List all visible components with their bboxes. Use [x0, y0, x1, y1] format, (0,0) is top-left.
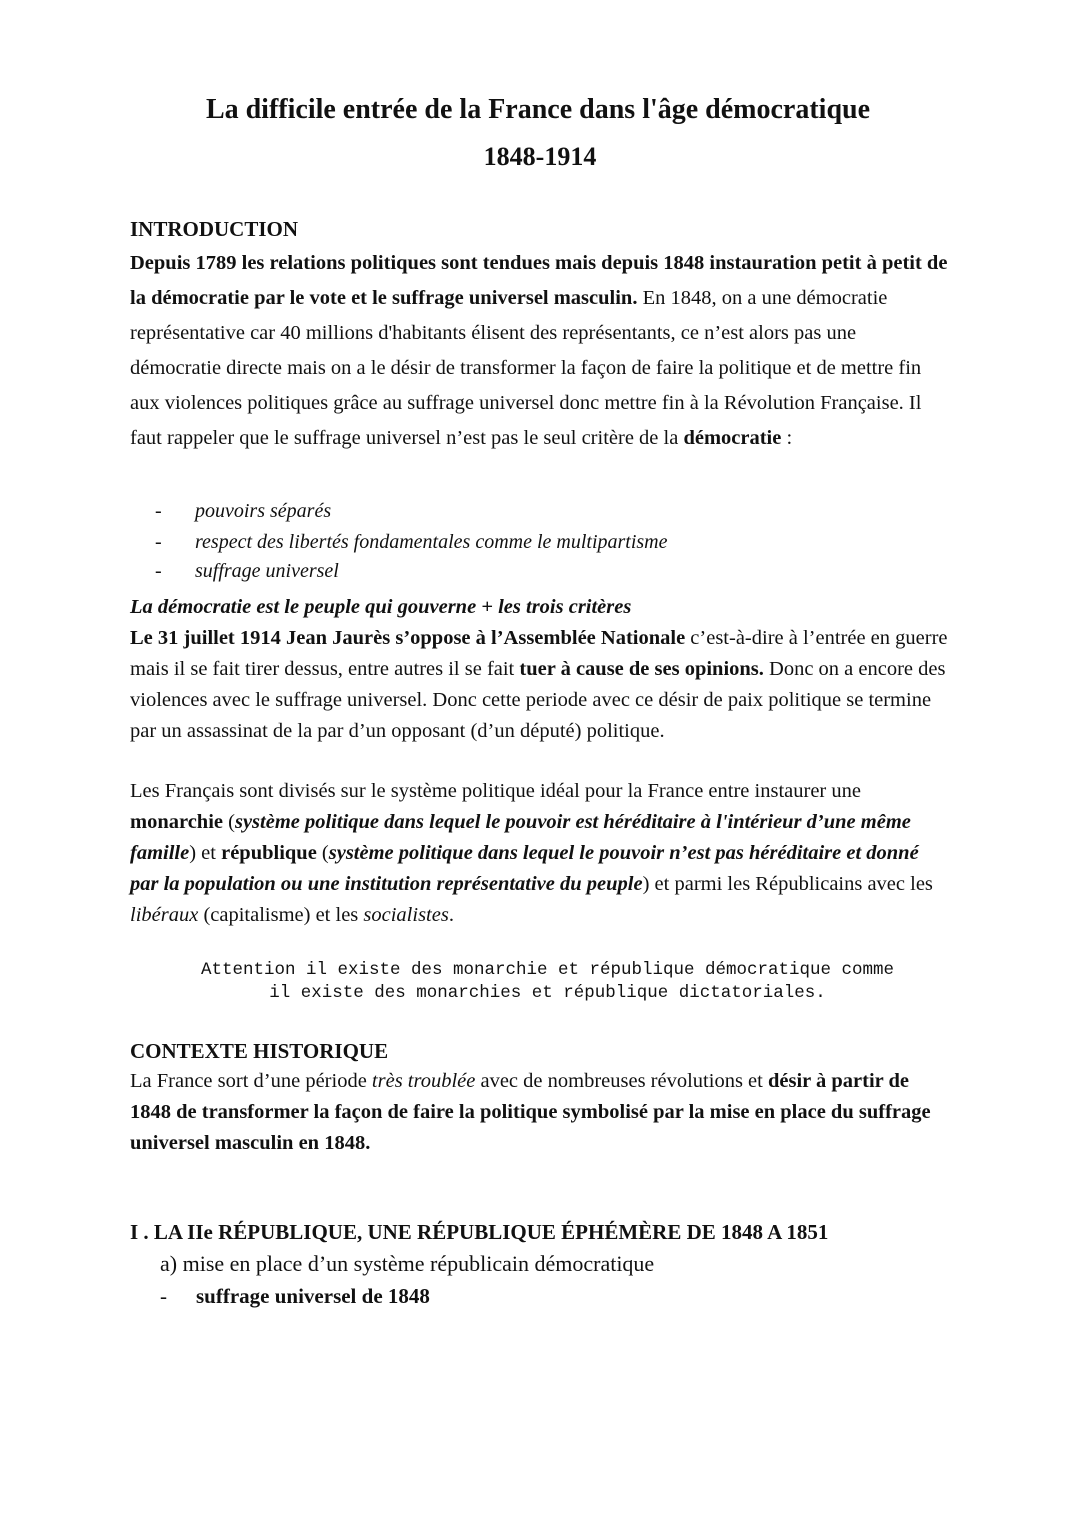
intro-colon: :: [781, 427, 793, 449]
ps-text: .: [448, 904, 454, 926]
criterion-text: respect des libertés fondamentales comme le multipartisme: [195, 531, 668, 553]
democracy-criteria-list: [155, 496, 668, 585]
list-item: [155, 558, 668, 585]
list-dash: -: [155, 560, 162, 582]
list-item: [155, 527, 668, 558]
ps-monarchie: monarchie: [130, 811, 224, 833]
intro-bold-democratie: démocratie: [683, 427, 782, 449]
ps-text: ) et: [189, 842, 222, 864]
attention-note: Attention il existe des monarchie et république démocratique comme il existe des monarchies et république dictatoriales.: [200, 960, 895, 1003]
criterion-text: pouvoirs séparés: [195, 500, 332, 522]
section1-heading: I . LA IIe RÉPUBLIQUE, UNE RÉPUBLIQUE ÉPHÉMÈRE DE 1848 A 1851: [130, 1220, 829, 1244]
document-title: La difficile entrée de la France dans l'âge démocratique: [205, 94, 871, 125]
ps-text: (: [223, 811, 235, 833]
ps-liberaux: libéraux: [130, 904, 199, 926]
criterion-text: suffrage universel: [195, 560, 339, 582]
ps-text: Les Français sont divisés sur le système politique idéal pour la France entre instaurer une: [130, 780, 861, 802]
ctx-text: avec de nombreuses révolutions et: [475, 1070, 768, 1092]
intro-bold-lead: Depuis 1789 les relations politiques sont tendues mais depuis 1848 instauration petit à petit de la démocratie par le vote et le suffrage universel masculin.: [130, 252, 948, 309]
section1-item-text: suffrage universel de 1848: [196, 1284, 430, 1308]
ps-text: (capitalisme) et les: [198, 904, 364, 926]
introduction-paragraph: [130, 246, 950, 456]
list-dash: -: [155, 500, 162, 522]
ps-text: ) et parmi les Républicains avec les: [642, 873, 933, 895]
jaures-bold-opinions: tuer à cause de ses opinions.: [519, 658, 764, 680]
jaures-text-end: Donc on a encore des violences avec le suffrage universel. Donc cette periode avec ce désir de paix politique se termine par un assassinat de la par d’un opposant (d’un député) politique.: [130, 658, 946, 742]
list-item: [155, 496, 668, 527]
ps-text: (: [316, 842, 329, 864]
ctx-italic: très troublée: [371, 1070, 476, 1092]
ps-socialistes: socialistes: [363, 904, 449, 926]
jaures-bold: Le 31 juillet 1914 Jean Jaurès s’oppose à l’Assemblée Nationale: [130, 627, 686, 649]
jaures-text: c’est-à-dire à l’entrée en guerre mais il se fait tirer dessus, entre autres il se fait: [130, 627, 948, 680]
ps-monarchie-definition: système politique dans lequel le pouvoir est héréditaire à l'intérieur d’une même famille: [130, 811, 911, 864]
document-period: 1848-1914: [483, 142, 597, 171]
introduction-heading: INTRODUCTION: [130, 217, 299, 241]
list-dash: -: [160, 1284, 167, 1308]
section1-subheading-a: a) mise en place d’un système républicain démocratique: [160, 1251, 655, 1276]
list-dash: -: [155, 531, 162, 553]
contexte-heading: CONTEXTE HISTORIQUE: [130, 1039, 389, 1063]
ps-republique: république: [221, 842, 317, 864]
contexte-paragraph: [130, 1066, 950, 1159]
ctx-text: La France sort d’une période: [130, 1070, 372, 1092]
jaures-paragraph: [130, 623, 950, 747]
democracy-definition: La démocratie est le peuple qui gouverne + les trois critères: [130, 596, 632, 618]
political-systems-paragraph: [130, 776, 950, 931]
ps-republique-definition: système politique dans lequel le pouvoir n’est pas héréditaire et donné par la population ou une institution représentative du peuple: [130, 842, 919, 895]
intro-text: En 1848, on a une démocratie représentative car 40 millions d'habitants élisent des représentants, ce n’est alors pas une démocratie directe mais on a le désir de transformer la façon de faire la politique et de mettre fin aux violences politiques grâce au suffrage universel donc mettre fin à la Révolution Française. Il faut rappeler que le suffrage universel n’est pas le seul critère de la: [130, 287, 922, 449]
section1-item: [160, 1281, 430, 1311]
ctx-bold: désir à partir de 1848 de transformer la façon de faire la politique symbolisé par la mise en place du suffrage universel masculin en 1848.: [130, 1070, 931, 1154]
